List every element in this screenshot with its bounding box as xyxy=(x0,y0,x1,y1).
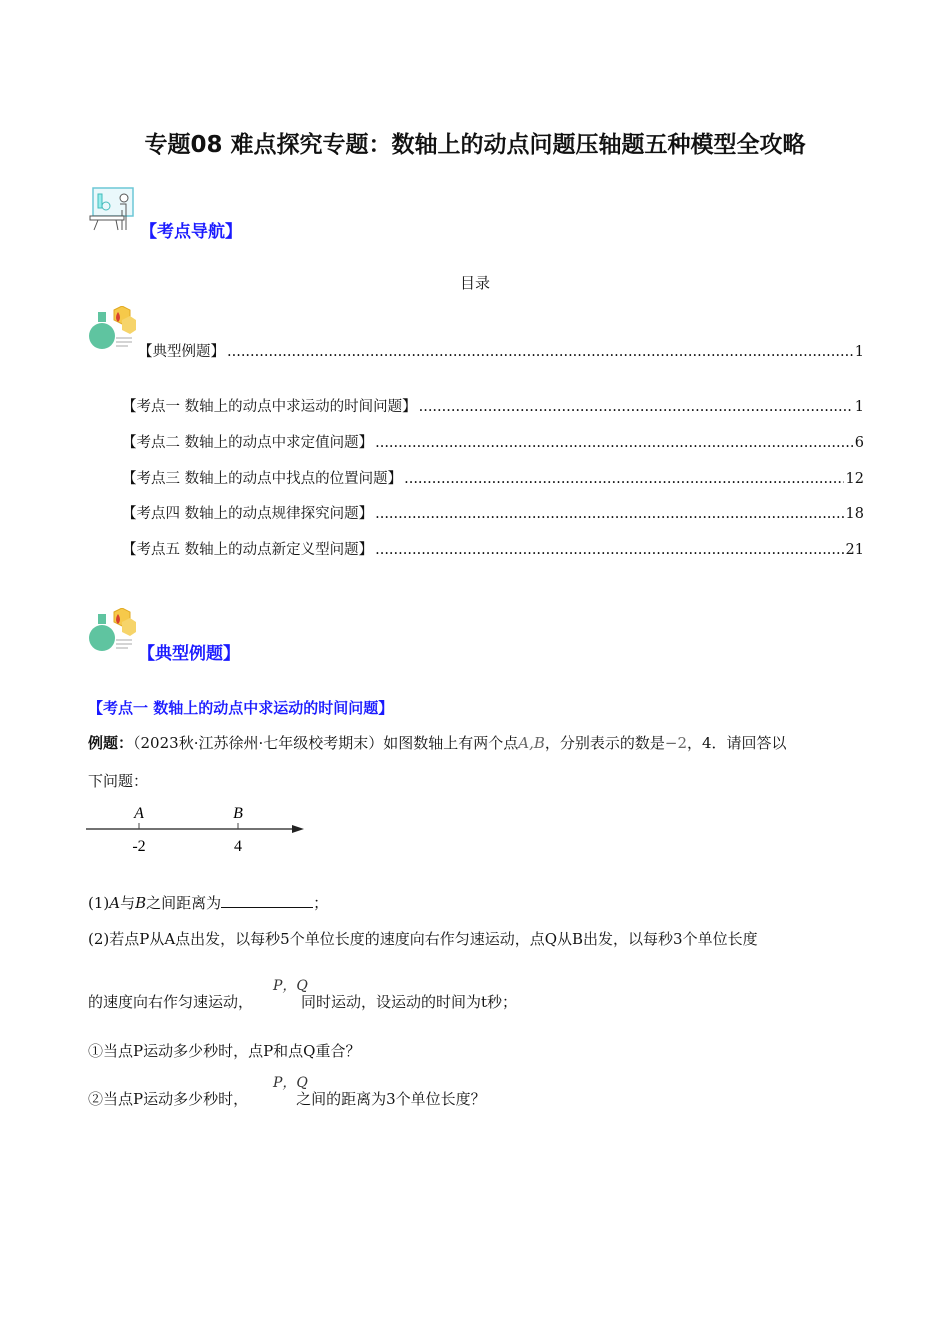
text: （2023秋·江苏徐州·七年级校考期末）如图数轴上有两个点 xyxy=(133,734,519,752)
toc-leader xyxy=(404,471,843,487)
pq-label: P，Q xyxy=(273,1075,308,1091)
toc-entry-3[interactable] xyxy=(122,467,864,488)
toc-label: 【考点五 数轴上的动点新定义型问题】 xyxy=(122,542,374,558)
var-b: B xyxy=(135,894,147,912)
question-2: (2)若点P从A点出发，以每秒5个单位长度的速度向右作匀速运动，点Q从B出发，以每秒3个单位长度 xyxy=(88,930,758,948)
toc-leader xyxy=(419,399,853,415)
pq-label: P，Q xyxy=(273,978,308,994)
text: ②当点P运动多少秒时， xyxy=(88,1090,249,1108)
question-2-1: ①当点P运动多少秒时，点P和点Q重合？ xyxy=(88,1042,361,1060)
text: ； xyxy=(313,894,329,912)
topic1-heading: 【考点一 数轴上的动点中求运动的时间问题】 xyxy=(88,699,394,717)
flask-icon xyxy=(88,306,136,354)
text: (1) xyxy=(88,894,110,912)
toc-page: 1 xyxy=(854,344,864,360)
example-label: 例题： xyxy=(88,734,134,752)
var-a: A xyxy=(109,894,121,912)
toc-leader xyxy=(375,542,843,558)
toc-entry-2[interactable] xyxy=(122,431,864,452)
toc-label: 【考点一 数轴上的动点中求运动的时间问题】 xyxy=(122,399,417,415)
example-line2: 下问题： xyxy=(88,772,149,790)
section-heading: 【典型例题】 xyxy=(138,644,240,664)
toc-heading: 目录 xyxy=(459,274,490,292)
question-2-2 xyxy=(88,1088,486,1109)
text: 之间距离为 xyxy=(146,894,222,912)
label-a: A xyxy=(134,805,144,822)
toc-label: 【典型例题】 xyxy=(138,344,225,360)
page-title: 专题08 难点探究专题：数轴上的动点问题压轴题五种模型全攻略 xyxy=(144,132,806,158)
toc-label: 【考点四 数轴上的动点规律探究问题】 xyxy=(122,506,374,522)
flask-icon xyxy=(88,608,136,656)
toc-leader xyxy=(227,344,853,360)
toc-leader xyxy=(375,435,853,451)
toc-label: 【考点三 数轴上的动点中找点的位置问题】 xyxy=(122,471,403,487)
toc-entry-1[interactable] xyxy=(122,395,864,416)
toc-entry-5[interactable] xyxy=(122,538,864,559)
toc-page: 6 xyxy=(854,435,864,451)
question-2-line2 xyxy=(88,991,517,1012)
text: 与 xyxy=(120,894,136,912)
toc-page: 21 xyxy=(845,542,864,558)
question-1 xyxy=(88,892,328,913)
teacher-board-icon xyxy=(88,182,138,234)
example-line1 xyxy=(88,732,787,753)
toc-label: 【考点二 数轴上的动点中求定值问题】 xyxy=(122,435,374,451)
toc-page: 1 xyxy=(854,399,864,415)
toc-entry-4[interactable] xyxy=(122,502,864,523)
nav-heading: 【考点导航】 xyxy=(140,222,242,242)
value-b: 4 xyxy=(234,838,242,855)
toc-entry-main[interactable] xyxy=(138,340,864,361)
text: ，分别表示的数是 xyxy=(544,734,665,752)
toc-leader xyxy=(375,506,843,522)
arrow-icon xyxy=(292,825,304,833)
text: 同时运动，设运动的时间为t秒； xyxy=(301,993,518,1011)
toc-page: 12 xyxy=(845,471,864,487)
points-ab: A,B xyxy=(518,734,545,752)
number-line xyxy=(84,800,314,860)
label-b: B xyxy=(233,805,243,822)
text: ，4．请回答以 xyxy=(687,734,787,752)
value-neg2: −2 xyxy=(664,734,687,752)
answer-blank[interactable] xyxy=(221,893,313,908)
value-a: -2 xyxy=(132,838,146,855)
toc-page: 18 xyxy=(845,506,864,522)
text: 的速度向右作匀速运动， xyxy=(88,993,254,1011)
text: 之间的距离为3个单位长度？ xyxy=(296,1090,486,1108)
